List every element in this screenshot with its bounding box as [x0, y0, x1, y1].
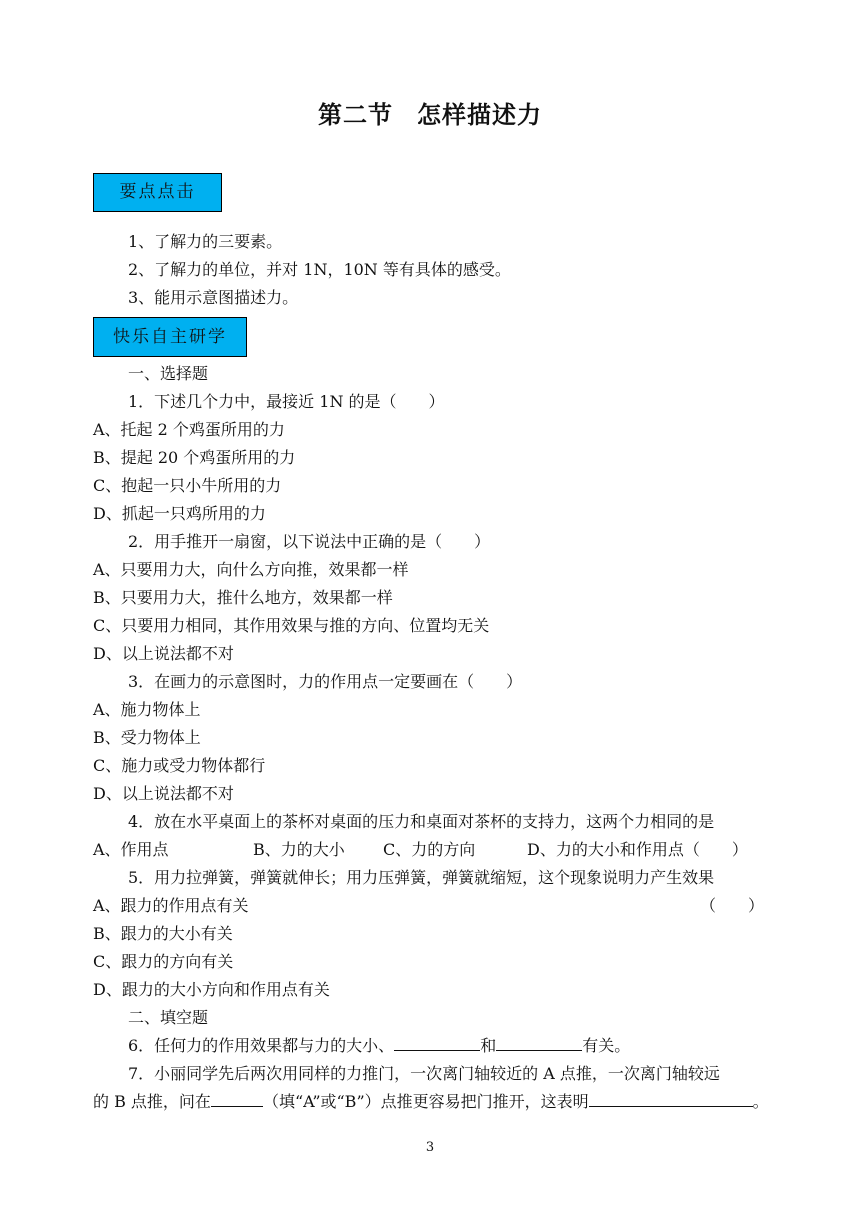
section-label-self-study: 快乐自主研学 — [93, 317, 247, 357]
section-label-key-points: 要点点击 — [93, 173, 222, 212]
part2-heading: 二、填空题 — [128, 1008, 209, 1027]
q4-option-d: D、力的大小和作用点（ ） — [527, 840, 748, 859]
question-1-stem: 1．下述几个力中，最接近 1N 的是（ ） — [128, 392, 445, 411]
q7-blank-1[interactable] — [211, 1092, 263, 1107]
q3-option-b: B、受力物体上 — [93, 728, 201, 747]
q2-option-a: A、只要用力大，向什么方向推，效果都一样 — [93, 560, 409, 579]
page-number: 3 — [425, 1140, 435, 1155]
q2-option-b: B、只要用力大，推什么地方，效果都一样 — [93, 588, 393, 607]
q4-option-c: C、力的方向 — [383, 840, 476, 859]
question-7-line-1: 7．小丽同学先后两次用同样的力推门，一次离门轴较近的 A 点推，一次离门轴较远 — [128, 1064, 720, 1083]
page-title: 第二节 怎样描述力 — [318, 100, 542, 129]
key-point-1: 1、了解力的三要素。 — [128, 232, 283, 251]
q5-option-a: A、跟力的作用点有关 — [93, 896, 249, 915]
key-point-3: 3、能用示意图描述力。 — [128, 288, 299, 307]
q1-option-b: B、提起 20 个鸡蛋所用的力 — [93, 448, 296, 467]
question-5-stem: 5．用力拉弹簧，弹簧就伸长；用力压弹簧，弹簧就缩短，这个现象说明力产生效果 — [128, 868, 715, 887]
part1-heading: 一、选择题 — [128, 364, 209, 383]
q5-option-b: B、跟力的大小有关 — [93, 924, 233, 943]
question-2-stem: 2．用手推开一扇窗，以下说法中正确的是（ ） — [128, 532, 491, 551]
question-3-stem: 3．在画力的示意图时，力的作用点一定要画在（ ） — [128, 672, 523, 691]
q2-option-d: D、以上说法都不对 — [93, 644, 234, 663]
question-4-stem: 4．放在水平桌面上的茶杯对桌面的压力和桌面对茶杯的支持力，这两个力相同的是 — [128, 812, 715, 831]
q2-option-c: C、只要用力相同，其作用效果与推的方向、位置均无关 — [93, 616, 490, 635]
q1-option-c: C、抱起一只小牛所用的力 — [93, 476, 282, 495]
q3-option-a: A、施力物体上 — [93, 700, 201, 719]
q5-option-d: D、跟力的大小方向和作用点有关 — [93, 980, 330, 999]
q4-option-b: B、力的大小 — [253, 840, 345, 859]
question-7-line-2: 的 B 点推，问在 （填“A”或“B”）点推更容易把门推开，这表明 。 — [93, 1092, 769, 1111]
q3-option-d: D、以上说法都不对 — [93, 784, 234, 803]
q6-blank-2[interactable] — [496, 1036, 582, 1051]
q7-blank-2[interactable] — [589, 1092, 753, 1107]
key-point-2: 2、了解力的单位，并对 1N，10N 等有具体的感受。 — [128, 260, 511, 279]
q1-option-d: D、抓起一只鸡所用的力 — [93, 504, 266, 523]
q4-option-a: A、作用点 — [93, 840, 169, 859]
q5-answer-paren: （ ） — [700, 896, 765, 915]
q1-option-a: A、托起 2 个鸡蛋所用的力 — [93, 420, 285, 439]
question-6: 6．任何力的作用效果都与力的大小、 和 有关。 — [128, 1036, 631, 1055]
q5-option-c: C、跟力的方向有关 — [93, 952, 234, 971]
q6-blank-1[interactable] — [394, 1036, 480, 1051]
q3-option-c: C、施力或受力物体都行 — [93, 756, 266, 775]
